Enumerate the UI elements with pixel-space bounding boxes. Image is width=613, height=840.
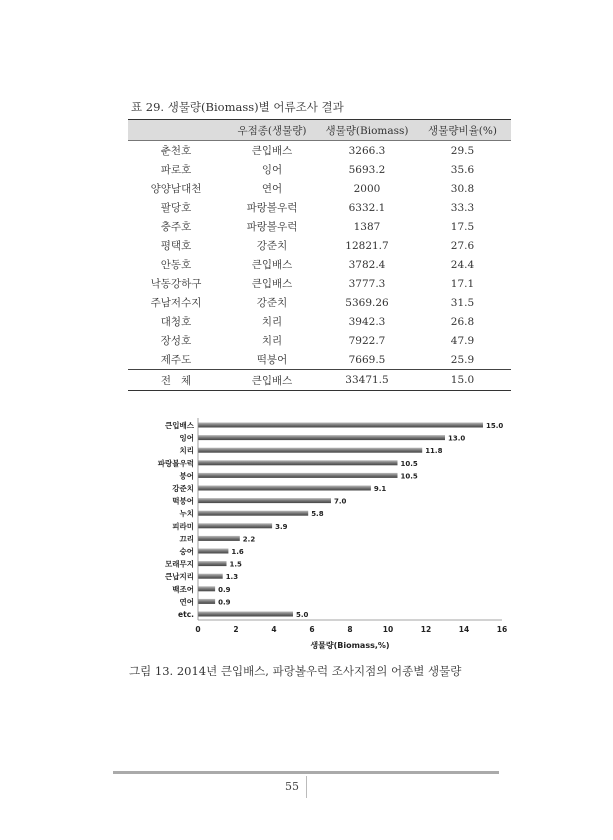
table-caption: 표 29. 생물량(Biomass)별 어류조사 결과 bbox=[131, 100, 344, 114]
table-cell: 춘천호 bbox=[160, 145, 192, 157]
x-tick-label: 4 bbox=[271, 625, 277, 634]
category-label: 떡붕어 bbox=[172, 496, 194, 506]
bar bbox=[198, 561, 227, 566]
table-cell: 5369.26 bbox=[345, 296, 389, 309]
category-label: 큰납지리 bbox=[165, 572, 194, 582]
value-label: 1.5 bbox=[229, 560, 242, 569]
table-cell: 큰입배스 bbox=[224, 370, 320, 391]
table-cell: 33471.5 bbox=[320, 370, 414, 391]
header-cell: 우점종(생물량) bbox=[224, 120, 320, 141]
category-label: 연어 bbox=[179, 597, 194, 607]
category-label: 숭어 bbox=[179, 547, 194, 556]
bar bbox=[198, 523, 272, 528]
table-cell: 치리 bbox=[261, 335, 283, 347]
table-cell: 전 체 bbox=[128, 370, 224, 391]
category-label: 잉어 bbox=[179, 433, 194, 443]
biomass-table bbox=[128, 119, 511, 391]
x-tick-label: 8 bbox=[347, 625, 353, 634]
table-cell: 17.5 bbox=[450, 220, 475, 233]
value-label: 10.5 bbox=[400, 472, 418, 481]
table-cell: 5693.2 bbox=[348, 163, 386, 176]
x-tick-label: 6 bbox=[309, 625, 315, 634]
value-label: 15.0 bbox=[486, 422, 504, 430]
table-cell: 낙동강하구 bbox=[150, 278, 202, 290]
value-label: 10.5 bbox=[400, 459, 418, 468]
category-label: 누치 bbox=[179, 509, 194, 519]
value-label: 1.6 bbox=[231, 548, 244, 556]
table-cell: 3782.4 bbox=[348, 258, 386, 271]
table-cell: 팔당호 bbox=[160, 202, 192, 214]
table-row bbox=[128, 255, 511, 274]
bar bbox=[198, 574, 223, 579]
value-label: 3.9 bbox=[275, 522, 288, 531]
x-tick-label: 16 bbox=[496, 625, 508, 634]
footer-rule bbox=[113, 771, 499, 774]
table-cell: 장성호 bbox=[160, 335, 192, 347]
table-cell: 잉어 bbox=[261, 164, 283, 176]
value-label: 0.9 bbox=[218, 585, 231, 594]
table-cell: 3942.3 bbox=[348, 315, 386, 328]
category-label: 파랑볼우럭 bbox=[157, 458, 194, 468]
table-cell: 30.8 bbox=[450, 182, 475, 195]
table-body bbox=[128, 141, 511, 370]
value-label: 5.0 bbox=[296, 611, 309, 619]
table-cell: 강준치 bbox=[256, 297, 288, 309]
table-cell: 27.6 bbox=[450, 239, 475, 252]
x-tick-label: 10 bbox=[382, 625, 394, 634]
page-number: 55 bbox=[285, 780, 299, 793]
category-label: 큰입배스 bbox=[165, 421, 194, 430]
table-row bbox=[128, 141, 511, 161]
table-cell: 1387 bbox=[353, 220, 381, 233]
table-cell: 15.0 bbox=[414, 370, 511, 391]
bar bbox=[198, 473, 398, 478]
table-cell: 7922.7 bbox=[348, 334, 386, 347]
table-cell: 제주도 bbox=[160, 354, 192, 366]
value-label: 2.2 bbox=[242, 535, 256, 544]
table-cell: 파랑볼우럭 bbox=[246, 202, 298, 214]
table-cell: 24.4 bbox=[450, 258, 475, 271]
category-label: 끄리 bbox=[179, 534, 194, 544]
x-tick-label: 14 bbox=[458, 625, 470, 634]
table-cell: 17.1 bbox=[450, 277, 475, 290]
table-row bbox=[128, 293, 511, 312]
table-cell: 3777.3 bbox=[348, 277, 386, 290]
header-cell: 생물량(Biomass) bbox=[320, 120, 414, 141]
table-cell: 대청호 bbox=[160, 316, 192, 328]
table-total-row bbox=[128, 370, 511, 391]
bar bbox=[198, 498, 331, 503]
table-cell: 25.9 bbox=[450, 353, 475, 366]
bar bbox=[198, 448, 422, 453]
x-axis-label: 생물량(Biomass,%) bbox=[310, 641, 390, 650]
bar bbox=[198, 486, 371, 491]
value-label: 7.0 bbox=[334, 497, 347, 506]
category-label: 모래무지 bbox=[165, 559, 194, 569]
category-label: 붕어 bbox=[179, 471, 194, 481]
table-cell: 주남저수지 bbox=[150, 297, 202, 309]
table-row bbox=[128, 274, 511, 293]
header-cell: 생물량비율(%) bbox=[414, 120, 511, 141]
value-label: 1.3 bbox=[225, 573, 239, 582]
value-label: 9.1 bbox=[373, 485, 387, 493]
table-cell: 2000 bbox=[353, 182, 381, 195]
table-row bbox=[128, 198, 511, 217]
table-cell: 큰입배스 bbox=[251, 278, 293, 290]
table-cell: 떡붕어 bbox=[256, 354, 288, 366]
x-tick-label: 0 bbox=[195, 625, 201, 634]
table-cell: 큰입배스 bbox=[251, 145, 293, 157]
table-cell: 양양남대천 bbox=[150, 183, 202, 195]
biomass-bar-chart bbox=[140, 410, 520, 655]
bar bbox=[198, 586, 215, 591]
table-cell: 치리 bbox=[261, 316, 283, 328]
bar bbox=[198, 435, 445, 440]
header-cell bbox=[128, 120, 224, 141]
table-header-row bbox=[128, 120, 511, 141]
table-cell: 26.8 bbox=[450, 315, 475, 328]
category-label: 치리 bbox=[179, 446, 194, 456]
bar bbox=[198, 423, 483, 428]
table-cell: 7669.5 bbox=[348, 353, 386, 366]
table-cell: 35.6 bbox=[450, 163, 475, 176]
table-cell: 3266.3 bbox=[348, 144, 386, 157]
category-label: etc. bbox=[178, 610, 194, 619]
table-row bbox=[128, 179, 511, 198]
table-cell: 33.3 bbox=[450, 201, 475, 214]
value-label: 5.8 bbox=[311, 510, 324, 519]
table-row bbox=[128, 236, 511, 255]
table-row bbox=[128, 312, 511, 331]
table-cell: 평택호 bbox=[160, 240, 192, 252]
table-row bbox=[128, 160, 511, 179]
x-tick-label: 2 bbox=[233, 625, 239, 634]
category-label: 피라미 bbox=[172, 521, 194, 531]
table-cell: 29.5 bbox=[450, 144, 475, 157]
bar bbox=[198, 549, 228, 554]
bar bbox=[198, 460, 398, 465]
bar bbox=[198, 511, 308, 516]
table-cell: 12821.7 bbox=[345, 239, 389, 252]
table-cell: 47.9 bbox=[450, 334, 475, 347]
table-cell: 큰입배스 bbox=[251, 259, 293, 271]
bar bbox=[198, 599, 215, 604]
bar bbox=[198, 536, 240, 541]
value-label: 13.0 bbox=[448, 434, 466, 443]
table-cell: 연어 bbox=[261, 183, 283, 195]
table-cell: 안동호 bbox=[160, 259, 192, 271]
value-label: 0.9 bbox=[218, 598, 231, 607]
footer-divider bbox=[306, 776, 307, 798]
bar bbox=[198, 612, 293, 617]
table-cell: 강준치 bbox=[256, 240, 288, 252]
table-cell: 31.5 bbox=[450, 296, 475, 309]
category-label: 강준치 bbox=[172, 484, 194, 493]
table-cell: 파랑볼우럭 bbox=[246, 221, 298, 233]
category-label: 백조어 bbox=[172, 584, 194, 594]
table-row bbox=[128, 331, 511, 350]
table-row bbox=[128, 350, 511, 370]
value-label: 11.8 bbox=[425, 447, 443, 456]
table-cell: 파로호 bbox=[160, 164, 192, 176]
table-cell: 충주호 bbox=[160, 221, 192, 233]
figure-caption: 그림 13. 2014년 큰입배스, 파랑볼우럭 조사지점의 어종별 생물량 bbox=[129, 664, 462, 678]
table-cell: 6332.1 bbox=[348, 201, 386, 214]
x-tick-label: 12 bbox=[420, 625, 432, 634]
table-row bbox=[128, 217, 511, 236]
